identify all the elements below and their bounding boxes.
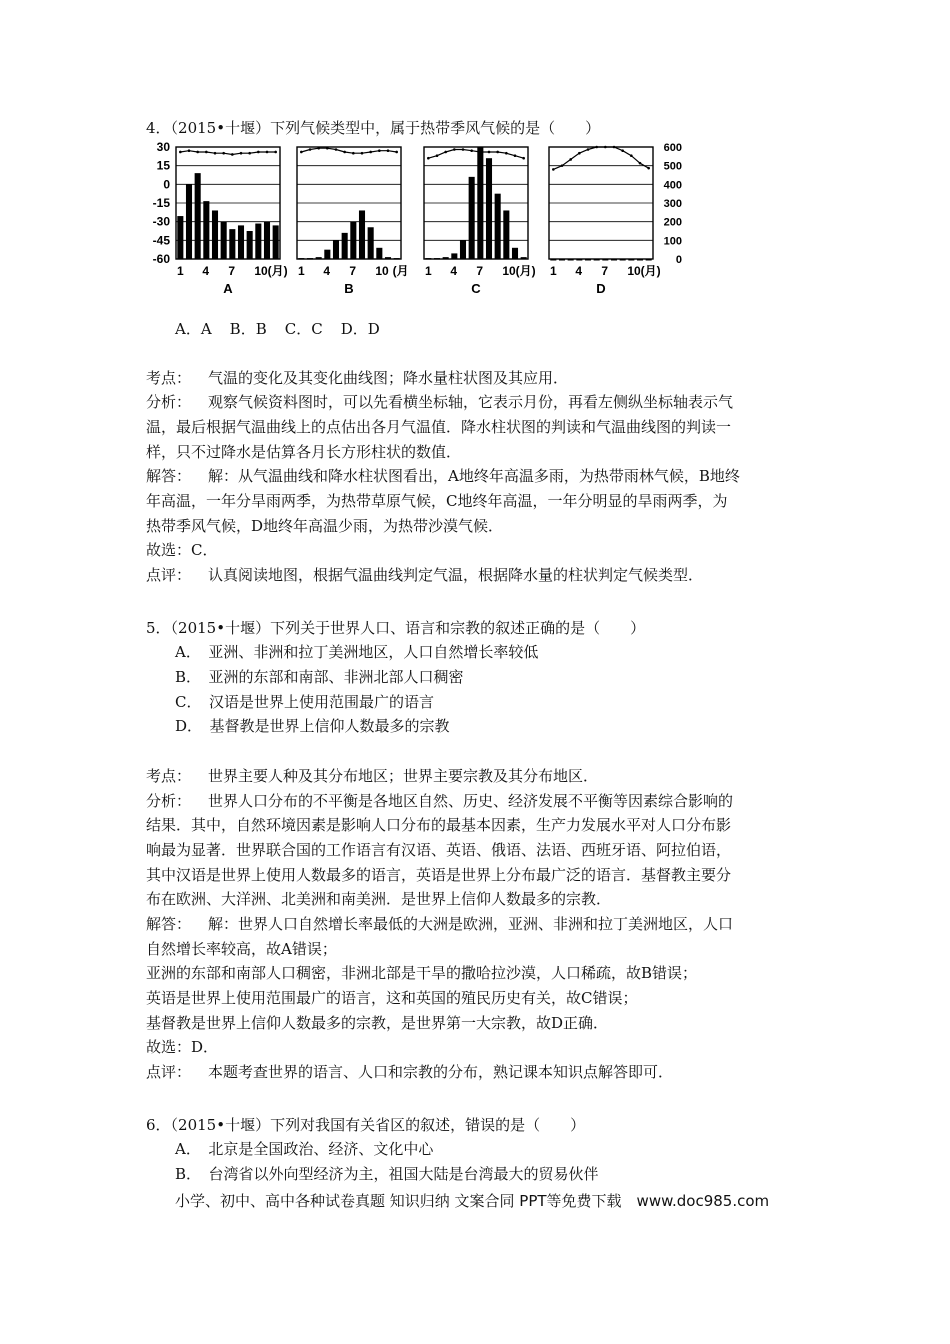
temp-point [240,152,243,155]
q4-option-b[interactable]: B．B [229,320,267,338]
precip-bar [229,229,235,259]
temp-point [205,151,208,154]
month-tick-label: 4 [202,264,210,278]
precip-bar [350,222,356,259]
q5-dianping-text: 本题考查世界的语言、人口和宗教的分布，熟记课本知识点解答即可． [208,1063,674,1081]
temp-point [274,151,277,154]
temp-point [257,151,260,154]
temp-point [444,151,447,154]
precip-bar [273,225,279,259]
temp-point [639,162,642,165]
temp-point [561,164,564,167]
temp-point [569,158,572,161]
q4-jieda-line: 解：从气温曲线和降水柱状图看出，A地终年高温多雨，为热带雨林气候，B地终 [208,467,740,485]
precip-tick-label: 300 [663,198,682,210]
precip-bar [576,259,582,261]
panel-label: D [596,281,606,296]
month-tick-label: 7 [476,264,484,278]
q5-answer: 故选：D． [146,1038,219,1056]
month-tick-label: 10(月) [502,264,536,278]
q5-jieda-line: 解：世界人口自然增长率最低的大洲是欧洲，亚洲、非洲和拉丁美洲地区，人口 [208,915,734,933]
temp-point [630,154,633,157]
precip-bar [394,258,400,260]
temp-tick-label: 15 [156,158,170,173]
q4-stem: 4．（2015•十堰）下列气候类型中，属于热带季风气候的是（ ） [146,119,601,137]
q5-fenxi-label: 分析： [146,792,192,810]
q5-option-b[interactable]: B． 亚洲的东部和南部、非洲北部人口稠密 [175,668,464,686]
precip-bar [376,248,382,259]
temp-point [188,149,191,152]
temp-tick-label: -60 [152,252,170,266]
precip-bar [568,259,574,261]
q4-kaodian [146,367,568,389]
precip-tick-label: 400 [663,179,682,192]
temp-point [352,152,355,155]
temp-tick-label: 0 [163,177,170,192]
temp-point [479,151,482,154]
temp-point [505,152,508,155]
month-tick-label: 1 [424,264,432,278]
q4-dianping [146,564,703,586]
precip-bar [559,259,565,261]
temp-point [248,152,251,155]
month-tick-label: 10(月) [627,264,661,278]
temp-curve [180,151,275,155]
precip-bar [203,201,209,259]
precip-tick-label: 200 [663,216,682,229]
temp-tick-label: -15 [152,196,170,210]
precip-bar [477,147,483,259]
temp-point [462,148,465,151]
precip-bar [512,248,518,259]
temp-point [326,147,329,150]
temp-point [300,151,303,154]
q5-stem: 5．（2015•十堰）下列关于世界人口、语言和宗教的叙述正确的是（ ） [146,619,646,637]
temp-point [488,151,491,154]
q4-jieda-line: 年高温，一年分旱雨两季，为热带草原气候，C地终年高温，一年分明显的旱雨两季，为 [146,492,728,510]
precip-bar [602,259,608,261]
temp-point [387,149,390,152]
temp-point [361,152,364,155]
q5-dianping-label: 点评： [146,1063,192,1081]
temp-point [621,149,624,152]
q4-option-d[interactable]: D．D [340,320,380,338]
temp-point [552,168,555,171]
month-tick-label: 4 [575,264,583,278]
precip-bar [247,231,253,259]
temp-point [309,148,312,151]
panel-b [297,147,409,296]
precip-tick-label: 0 [675,254,682,266]
precip-bar [460,240,466,259]
precip-bar [628,259,634,261]
q5-kaodian-text: 世界主要人种及其分布地区；世界主要宗教及其分布地区． [208,767,599,785]
temp-point [317,147,320,150]
precip-bar [637,259,643,261]
month-tick-label: 10 [375,264,389,278]
q4-dianping-text: 认真阅读地图，根据气温曲线判定气温，根据降水量的柱状判定气候类型． [208,566,704,584]
month-tick-label: 1 [549,264,557,278]
temp-point [595,146,598,149]
q5-jieda-line: 亚洲的东部和南部人口稠密，非洲北部是干旱的撒哈拉沙漠，人口稀疏，故B错误； [146,964,698,982]
month-tick-label: 7 [349,264,357,278]
month-tick-label: (月 [392,264,409,278]
precip-bar [307,258,313,260]
precip-tick-label: 600 [663,142,682,154]
temp-tick-label: 30 [156,140,170,154]
precip-bar [221,222,227,259]
precip-bar [495,194,501,259]
precip-bar [425,258,431,260]
q4-dianping-label: 点评： [146,566,192,584]
q5-dianping [146,1061,673,1083]
q5-jieda-label: 解答： [146,915,192,933]
temp-point [222,152,225,155]
q5-jieda-line: 英语是世界上使用范围最广的语言，这和英国的殖民历史有关，故C错误； [146,989,638,1007]
temp-point [647,167,650,170]
precip-bar [469,177,475,259]
q6-option-a[interactable]: A． 北京是全国政治、经济、文化中心 [175,1140,434,1158]
q5-option-a[interactable]: A． 亚洲、非洲和拉丁美洲地区，人口自然增长率较低 [175,643,539,661]
temp-point [196,151,199,154]
temp-point [522,157,525,160]
month-tick-label: 1 [176,264,184,278]
temp-curve [428,150,523,159]
temp-point [470,149,473,152]
temp-point [587,148,590,151]
precip-bar [255,224,261,259]
q5-option-c[interactable]: C． 汉语是世界上使用范围最广的语言 [175,693,434,711]
q4-kaodian-label: 考点： [146,369,192,387]
q5-fenxi-line: 响最为显著．世界联合国的工作语言有汉语、英语、俄语、法语、西班牙语、阿拉伯语， [146,841,732,859]
q5-fenxi [146,790,733,812]
precip-bar [434,258,440,260]
month-tick-label: 7 [228,264,236,278]
q4-fenxi-line: 温，最后根据气温曲线上的点估出各月气温值．降水柱状图的判读和气温曲线图的判读一 [146,418,732,436]
precip-bar [212,210,218,259]
panel-label: C [471,281,481,296]
temp-point [214,152,217,155]
q4-fenxi-line: 观察气候资料图时，可以先看横坐标轴，它表示月份，再看左侧纵坐标轴表示气 [208,393,734,411]
month-tick-label: 10(月) [254,264,288,278]
precip-bar [359,210,365,259]
q4-jieda-label: 解答： [146,467,192,485]
q5-jieda-line: 自然增长率较高，故A错误； [146,940,337,958]
q4-options [175,318,398,340]
precip-bar [503,210,509,259]
precip-bar [195,173,201,259]
precip-bar [585,259,591,261]
q6-stem: 6．（2015•十堰）下列对我国有关省区的叙述，错误的是（ ） [146,1116,586,1134]
temp-point [266,151,269,154]
panel-label: A [223,281,233,296]
temp-point [335,148,338,151]
precip-bar [594,259,600,261]
q5-fenxi-line: 世界人口分布的不平衡是各地区自然、历史、经济发展不平衡等因素综合影响的 [208,792,734,810]
month-tick-label: 7 [601,264,609,278]
q5-fenxi-line: 布在欧洲、大洋洲、北美洲和南美洲．是世界上信仰人数最多的宗教． [146,890,612,908]
temp-tick-label: -30 [152,214,170,229]
q4-kaodian-text: 气温的变化及其变化曲线图；降水量柱状图及其应用． [208,369,569,387]
precip-bar [620,259,626,261]
precip-bar [451,253,457,259]
q4-fenxi [146,391,733,413]
panel-c [424,147,536,296]
q5-kaodian-label: 考点： [146,767,192,785]
temp-point [613,146,616,149]
temp-point [179,151,182,154]
precip-bar [264,222,270,259]
q5-fenxi-line: 结果．其中，自然环境因素是影响人口分布的最基本因素，生产力发展水平对人口分布影 [146,816,732,834]
precip-bar [521,257,527,259]
panel-a [176,147,288,296]
precip-bar [550,259,556,261]
precip-bar [186,184,192,259]
q5-jieda-line: 基督教是世界上信仰人数最多的宗教，是世界第一大宗教，故D正确． [146,1014,609,1032]
footer-ad[interactable]: 小学、初中、高中各种试卷真题 知识归纳 文案合同 PPT等免费下载 www.doc985.com [175,1192,770,1210]
q5-option-d[interactable]: D． 基督教是世界上信仰人数最多的宗教 [175,717,450,735]
precip-bar [443,257,449,259]
precip-bar [611,259,617,261]
temp-point [369,151,372,154]
precip-bar [238,225,244,259]
precip-tick-label: 100 [663,235,682,248]
q4-fenxi-line: 样，只不过降水是估算各月长方形柱状的数值． [146,443,462,461]
temp-point [514,154,517,157]
precip-bar [385,257,391,259]
q4-option-a[interactable]: A．A [175,320,212,338]
temp-point [453,148,456,151]
temp-tick-label: -45 [152,233,170,248]
precip-bar [333,240,339,259]
precip-bar [646,259,652,261]
q4-option-c[interactable]: C．C [284,320,323,338]
precip-bar [486,158,492,259]
q5-jieda [146,913,733,935]
precip-bar [177,216,183,259]
precip-bar [342,233,348,259]
temp-point [578,152,581,155]
precip-tick-label: 500 [663,160,682,173]
month-tick-label: 4 [323,264,331,278]
precip-bar [316,257,322,259]
precip-bar [324,250,330,259]
month-tick-label: 1 [297,264,305,278]
q6-option-b[interactable]: B． 台湾省以外向型经济为主，祖国大陆是台湾最大的贸易伙伴 [175,1165,599,1183]
temp-point [343,151,346,154]
temp-point [427,157,430,160]
temp-point [231,153,234,156]
q4-jieda-line: 热带季风气候，D地终年高温少雨，为热带沙漠气候． [146,517,504,535]
temp-point [395,151,398,154]
temp-point [378,149,381,152]
temp-curve [301,148,396,153]
q5-kaodian [146,765,598,787]
precip-bar [298,258,304,260]
temp-point [496,151,499,154]
q4-answer: 故选：C． [146,541,218,559]
panel-d [549,146,661,296]
q4-jieda [146,465,740,487]
month-tick-label: 4 [450,264,458,278]
q4-fenxi-label: 分析： [146,393,192,411]
temp-point [604,146,607,149]
precip-bar [368,227,374,259]
temp-point [436,154,439,157]
panel-label: B [344,281,354,296]
climate-charts [142,139,702,297]
q5-fenxi-line: 其中汉语是世界上使用人数最多的语言，英语是世界上分布最广泛的语言．基督教主要分 [146,866,732,884]
